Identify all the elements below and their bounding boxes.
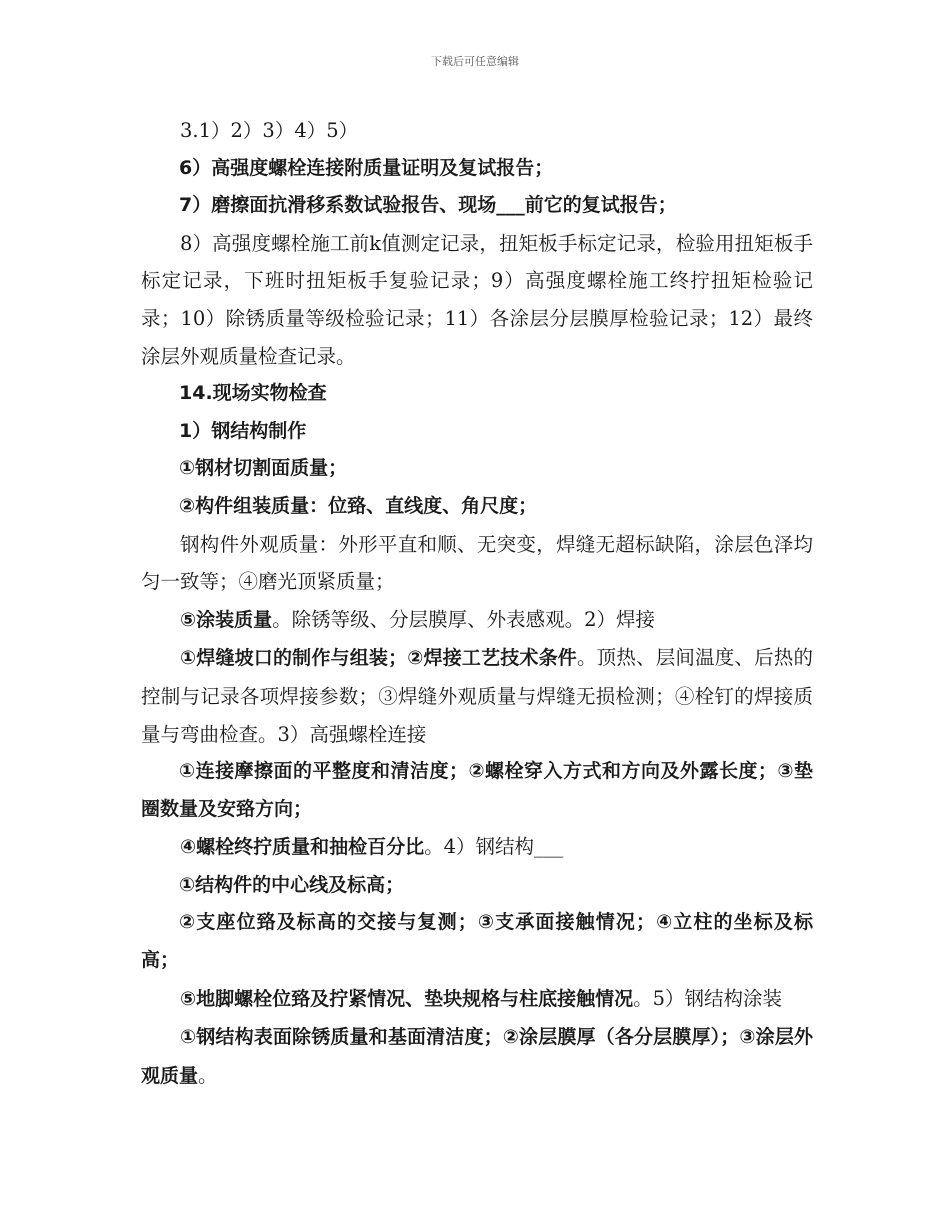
paragraph-friction-test: 7）磨擦面抗滑移系数试验报告、现场___前它的复试报告； bbox=[179, 194, 677, 217]
section-heading-site-inspection: 14.现场实物检查 bbox=[179, 382, 327, 405]
paragraph-steel-coating bbox=[141, 1018, 813, 1095]
welding-rest: 。顶热、层间温度、后热的控制与记录各项焊接参数；③焊缝外观质量与焊缝无损检测；④栓钉的焊接质量与弯曲检查。3）高强螺栓连接 bbox=[141, 646, 813, 746]
paragraph-final-tightening bbox=[141, 828, 813, 867]
subheading-steel-fabrication: 1）钢结构制作 bbox=[179, 419, 307, 442]
paragraph-assembly-quality: ②构件组装质量：位臵、直线度、角尺度； bbox=[179, 494, 538, 517]
paragraph-coating-quality bbox=[141, 601, 813, 640]
steel-coating-rest: 。 bbox=[198, 1063, 218, 1087]
coating-quality-bold: ⑤涂装质量 bbox=[180, 608, 273, 631]
anchor-bolts-rest: 。5）钢结构涂装 bbox=[633, 986, 783, 1010]
paragraph-cut-surface: ①钢材切割面质量； bbox=[179, 457, 348, 480]
paragraph-anchor-bolts bbox=[141, 980, 813, 1019]
paragraph-centerline: ①结构件的中心线及标高； bbox=[179, 873, 405, 896]
anchor-bolts-bold: ⑤地脚螺栓位臵及拧紧情况、垫块规格与柱底接触情况 bbox=[180, 987, 634, 1010]
coating-quality-rest: 。除锈等级、分层膜厚、外表感观。2）焊接 bbox=[272, 607, 656, 631]
paragraph-welding bbox=[141, 639, 813, 753]
paragraph-appearance-quality: 钢构件外观质量：外形平直和顺、无突变，焊缝无超标缺陷，涂层色泽均匀一致等；④磨光顶紧质量； bbox=[141, 532, 813, 594]
paragraph-item-list: 3.1）2）3）4）5） bbox=[180, 119, 359, 142]
steel-coating-bold: ①钢结构表面除锈质量和基面清洁度；②涂层膜厚（各分层膜厚）；③涂层外观质量 bbox=[141, 1026, 813, 1087]
page-header: 下载后可任意编辑 bbox=[431, 55, 519, 68]
paragraph-support-position: ②支座位臵及标高的交接与复测；③支承面接触情况；④立柱的坐标及标高； bbox=[141, 911, 813, 972]
paragraph-bolt-connection: ①连接摩擦面的平整度和清洁度；②螺栓穿入方式和方向及外露长度；③垫圈数量及安臵方向； bbox=[141, 760, 813, 820]
final-tightening-bold: ④螺栓终拧质量和抽检百分比 bbox=[180, 836, 425, 859]
paragraph-inspection-records: 8）高强度螺栓施工前k值测定记录，扭矩板手标定记录，检验用扭矩板手标定记录，下班时扭矩板手复验记录；9）高强度螺栓施工终拧扭矩检验记录；10）除锈质量等级检验记录；11）各涂层分层膜厚检验记录；12）最终涂层外观质量检查记录。 bbox=[141, 231, 813, 368]
paragraph-bolt-certificate: 6）高强度螺栓连接附质量证明及复试报告； bbox=[179, 156, 554, 179]
welding-bold: ①焊缝坡口的制作与组装；②焊接工艺技术条件 bbox=[180, 647, 577, 670]
final-tightening-rest: 。4）钢结构___ bbox=[424, 835, 564, 859]
document-body bbox=[141, 112, 813, 1095]
